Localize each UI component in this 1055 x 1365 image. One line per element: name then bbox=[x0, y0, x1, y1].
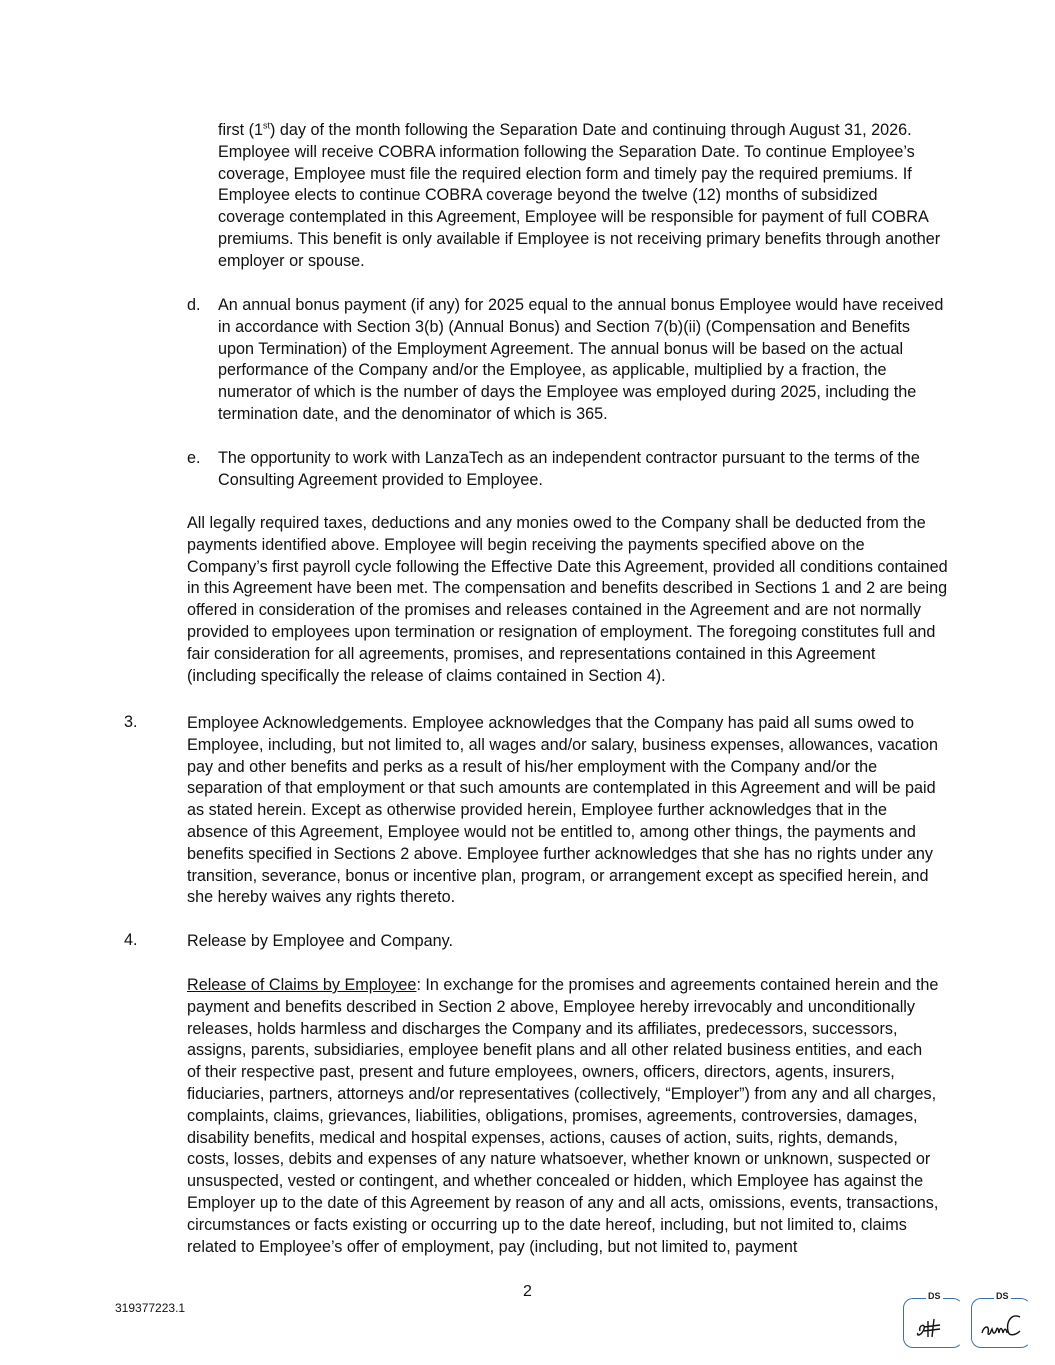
release-text: : In exchange for the promises and agreements contained herein and the payment and benefits described in Section 2 above, Employee hereby irrevocably and unconditionally releases, holds harmless and discharges the Company and its affiliates, predecessors, successors, assigns, parents, subsidiaries, employee benefit plans and all other related business entities, and each of their respective past, present and future employees, owners, officers, directors, agents, insurers, fiduciaries, partners, attorneys and/or representatives (collectively, “Employer”) from any and all charges, complaints, claims, grievances, liabilities, obligations, promises, agreements, controversies, damages, disability benefits, medical and hospital expenses, actions, causes of action, suits, rights, demands, costs, losses, debits and expenses of any nature whatsoever, whether known or unknown, suspected or unsuspected, vested or contingent, and whether concealed or hidden, which Employee has against the Employer up to the date of this Agreement by reason of any and all acts, omissions, events, transactions, circumstances or facts existing or occurring up to the date hereof, including, but not limited to, claims related to Employee’s offer of employment, pay (including, but not limited to, payment bbox=[187, 976, 939, 1256]
taxes-paragraph: All legally required taxes, deductions and any monies owed to the Company shall be deducted from the payments identified above. Employee will begin receiving the payments specified above on the Company’s first payroll cycle following the Effective Date this Agreement, provided all conditions contained in this Agreement have been met. The compensation and benefits described in Sections 1 and 2 are being offered in consideration of the promises and releases contained in the Agreement and are not normally provided to employees upon termination or resignation of employment. The foregoing constitutes full and fair consideration for all agreements, promises, and representations contained in this Agreement (including specifically the release of claims contained in Section 4). bbox=[187, 514, 948, 685]
section-3-number: 3. bbox=[124, 713, 138, 731]
section-4-number: 4. bbox=[124, 931, 138, 949]
section-3-text: Employee Acknowledgements. Employee acknowledges that the Company has paid all sums owed to Employee, including, but not limited to, all wages and/or salary, business expenses, allowances, vacation pay and other benefits and perks as a result of his/her employment with the Company and/or the separation of that employment or that such amounts are contemplated in this Agreement and will be paid as stated herein. Except as otherwise provided herein, Employee further acknowledges that in the absence of this Agreement, Employee would not be entitled to, among other things, the payments and benefits specified in Sections 2 above. Employee further acknowledges that she has no rights under any transition, severance, bonus or incentive plan, program, or arrangement except as specified herein, and she hereby waives any rights thereto. bbox=[187, 714, 939, 907]
docusign-initials-box-1 bbox=[903, 1291, 963, 1348]
initials-signature-icon bbox=[910, 1307, 954, 1343]
document-id: 319377223.1 bbox=[115, 1301, 186, 1315]
ds-label: DS bbox=[928, 1291, 941, 1301]
item-e-text: The opportunity to work with LanzaTech as an independent contractor pursuant to the terms of the Consulting Agreement provided to Employee. bbox=[218, 449, 920, 489]
initials-signature-icon bbox=[978, 1307, 1026, 1343]
release-heading: Release of Claims by Employee bbox=[187, 976, 417, 994]
item-e-letter: e. bbox=[187, 449, 201, 467]
item-c-continuation: first (1st) day of the month following the Separation Date and continuing through August 31, 2026. Employee will receive COBRA information following the Separation Date. To continue Employee’s coverage, Employee must file the required election form and timely pay the required premiums. If Employee elects to continue COBRA coverage beyond the twelve (12) months of subsidized coverage contemplated in this Agreement, Employee will be responsible for payment of full COBRA premiums. This benefit is only available if Employee is not receiving primary benefits through another employer or spouse. bbox=[218, 120, 941, 270]
section-4-title: Release by Employee and Company. bbox=[187, 932, 454, 950]
release-of-claims-paragraph bbox=[187, 975, 939, 1258]
page-number: 2 bbox=[523, 1283, 532, 1300]
ds-label: DS bbox=[996, 1291, 1009, 1301]
docusign-initials-box-2 bbox=[971, 1291, 1031, 1348]
item-d-letter: d. bbox=[187, 296, 201, 314]
item-d-text: An annual bonus payment (if any) for 2025 equal to the annual bonus Employee would have received in accordance with Section 3(b) (Annual Bonus) and Section 7(b)(ii) (Compensation and Benefits upon Termination) of the Employment Agreement. The annual bonus will be based on the actual performance of the Company and/or the Employee, as applicable, multiplied by a fraction, the numerator of which is the number of days the Employee was employed during 2025, including the termination date, and the denominator of which is 365. bbox=[218, 296, 944, 423]
